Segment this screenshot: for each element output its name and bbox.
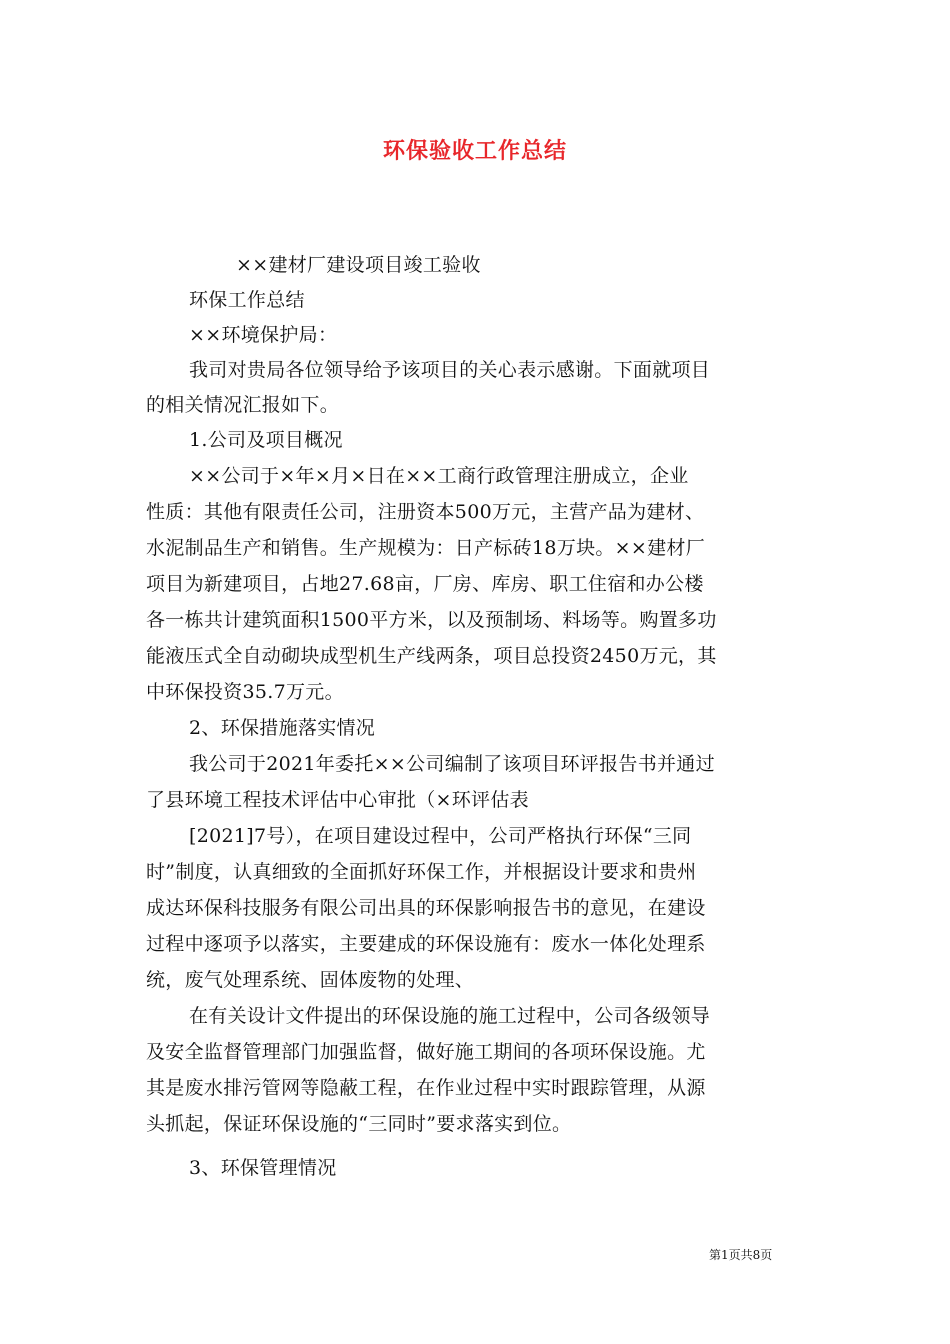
paragraph-line: 在有关设计文件提出的环保设施的施工过程中，公司各级领导 (189, 1005, 711, 1027)
paragraph-line: 我司对贵局各位领导给予该项目的关心表示感谢。下面就项目 (189, 359, 711, 381)
paragraph-line: 其是废水排污管网等隐蔽工程，在作业过程中实时跟踪管理，从源 (146, 1077, 706, 1099)
paragraph-line: ××公司于×年×月×日在××工商行政管理注册成立，企业 (189, 465, 689, 487)
paragraph-line: 性质：其他有限责任公司，注册资本500万元，主营产品为建材、 (146, 501, 705, 523)
paragraph-line: 我公司于2021年委托××公司编制了该项目环评报告书并通过 (189, 753, 715, 775)
paragraph-line: 中环保投资35.7万元。 (146, 681, 344, 703)
paragraph-line: 了县环境工程技术评估中心审批（×环评估表 (146, 789, 529, 811)
paragraph-line: ××建材厂建设项目竣工验收 (236, 254, 481, 276)
paragraph-line: 及安全监督管理部门加强监督，做好施工期间的各项环保设施。尤 (146, 1041, 706, 1063)
paragraph-line: 水泥制品生产和销售。生产规模为：日产标砖18万块。××建材厂 (146, 537, 706, 559)
paragraph-line: 环保工作总结 (189, 289, 305, 311)
paragraph-line: ××环境保护局： (189, 324, 338, 346)
paragraph-line: 1.公司及项目概况 (189, 429, 343, 451)
paragraph-line: 统，废气处理系统、固体废物的处理、 (146, 969, 475, 991)
paragraph-line: 能液压式全自动砌块成型机生产线两条，项目总投资2450万元，其 (146, 645, 717, 667)
paragraph-line: 成达环保科技服务有限公司出具的环保影响报告书的意见，在建设 (146, 897, 706, 919)
paragraph-line: 的相关情况汇报如下。 (146, 394, 340, 416)
paragraph-line: 项目为新建项目，占地27.68亩，厂房、库房、职工住宿和办公楼 (146, 573, 704, 595)
paragraph-line: 2、环保措施落实情况 (189, 717, 376, 739)
paragraph-line: 3、环保管理情况 (189, 1157, 337, 1179)
paragraph-line: 过程中逐项予以落实，主要建成的环保设施有：废水一体化处理系 (146, 933, 706, 955)
document-title: 环保验收工作总结 (382, 138, 567, 164)
paragraph-line: 各一栋共计建筑面积1500平方米，以及预制场、料场等。购置多功 (146, 609, 717, 631)
paragraph-line: [2021]7号），在项目建设过程中，公司严格执行环保“三同 (189, 825, 692, 847)
paragraph-line: 头抓起，保证环保设施的“三同时”要求落实到位。 (146, 1113, 572, 1135)
page-number: 第1页共8页 (709, 1248, 773, 1262)
paragraph-line: 时”制度，认真细致的全面抓好环保工作，并根据设计要求和贵州 (146, 861, 697, 883)
